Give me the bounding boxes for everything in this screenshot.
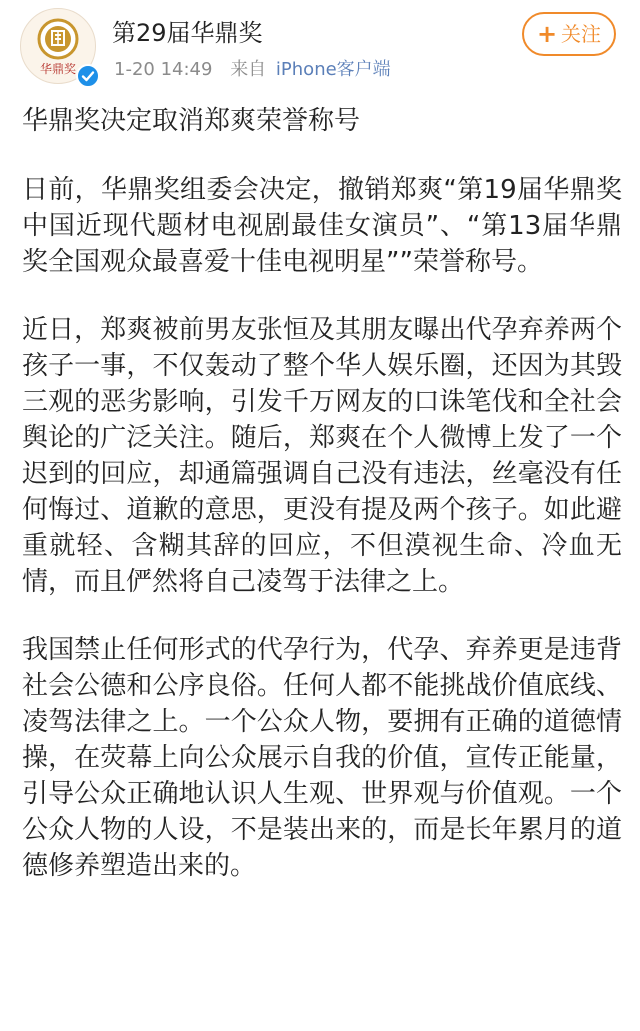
plus-icon: + (536, 20, 558, 48)
post-paragraph-2: 近日，郑爽被前男友张恒及其朋友曝出代孕弃养两个孩子一事，不仅轰动了整个华人娱乐圈，还因为其毁三观的恶劣影响，引发千万网友的口诛笔伐和全社会舆论的广泛关注。随后，郑爽在个人微博上发了一个迟到的回应，却通篇强调自己没有违法，丝毫没有任何悔过、道歉的意思，更没有提及两个孩子。如此避重就轻、含糊其辞的回应，不但漠视生命、冷血无情，而且俨然将自己凌驾于法律之上。 (22, 315, 622, 597)
author-name[interactable]: 第29届华鼎奖 (112, 19, 263, 47)
post-source-label: 来自 (230, 59, 267, 80)
post-source-client[interactable]: iPhone客户端 (275, 59, 391, 80)
post-title: 华鼎奖决定取消郑爽荣誉称号 (22, 106, 361, 136)
avatar-logo-text: 华鼎奖 (39, 62, 77, 76)
post-meta (114, 58, 391, 82)
post-body (22, 102, 622, 916)
verified-check-icon (76, 64, 100, 88)
post-time: 1-20 14:49 (114, 59, 213, 80)
follow-button[interactable] (522, 12, 616, 56)
post-paragraph-1: 日前，华鼎奖组委会决定，撤销郑爽“第19届华鼎奖中国近现代题材电视剧最佳女演员”、“第13届华鼎奖全国观众最喜爱十佳电视明星””荣誉称号。 (22, 175, 622, 277)
follow-button-label: 关注 (561, 22, 602, 46)
post-paragraph-3: 我国禁止任何形式的代孕行为，代孕、弃养更是违背社会公德和公序良俗。任何人都不能挑战价值底线、凌驾法律之上。一个公众人物，要拥有正确的道德情操，在荧幕上向公众展示自我的价值，宣传正能量，引导公众正确地认识人生观、世界观与价值观。一个公众人物的人设，不是装出来的，而是长年累月的道德修养塑造出来的。 (22, 635, 622, 881)
post-header (0, 0, 640, 100)
